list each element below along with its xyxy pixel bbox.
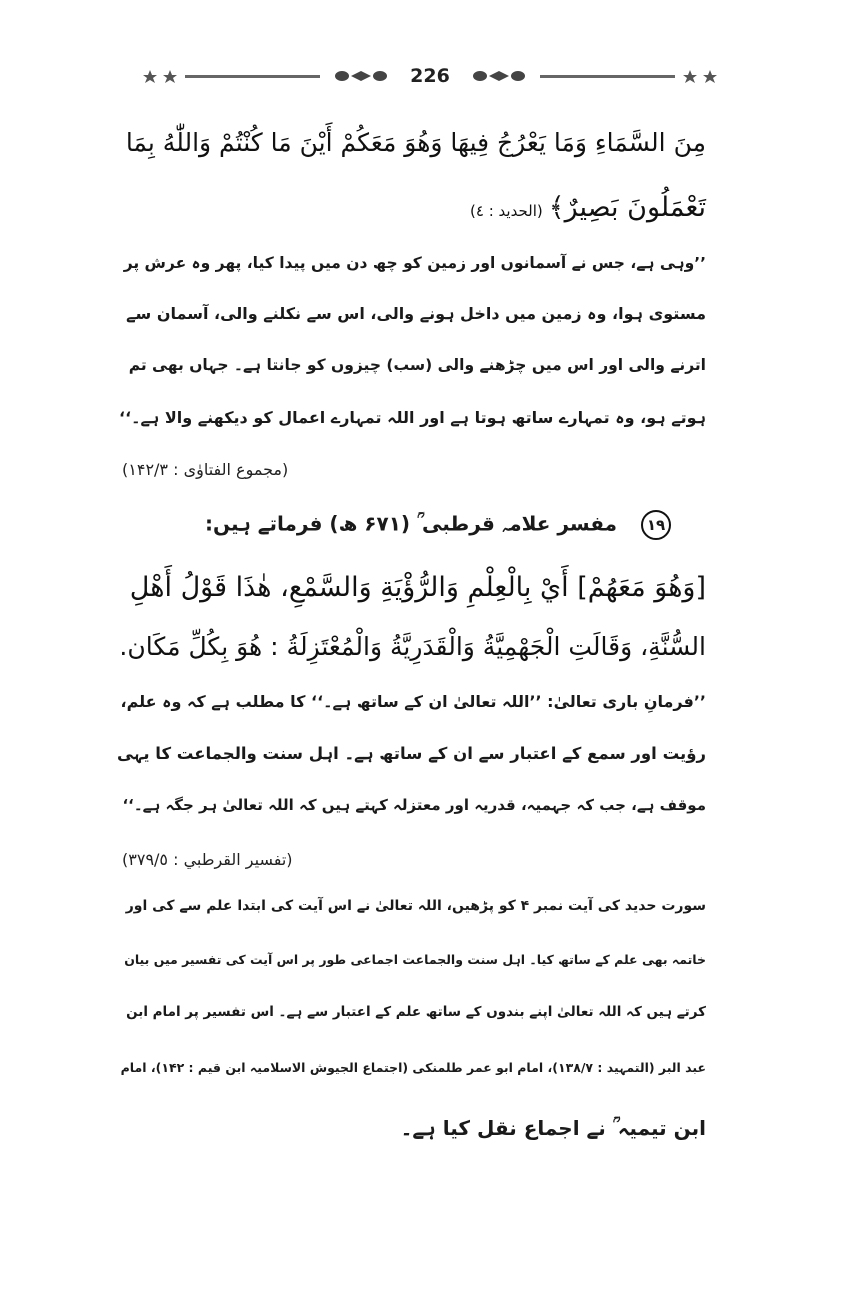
translation2-line-1: ’’فرمانِ باری تعالیٰ: ’’اللہ تعالیٰ ان کے ساتھ ہے۔‘‘ کا مطلب ہے کہ وہ علم، [120,692,706,711]
quran-verse-line-2-text: تَعْمَلُونَ بَصِيرٌ﴾ [548,192,706,223]
conclusion-line-3: کرتے ہیں کہ اللہ تعالیٰ اپنے بندوں کے ساتھ علم کے اعتبار سے ہے۔ اس تفسیر پر امام ابن [126,1004,706,1020]
qurtubi-quote-line-1: [وَهُوَ مَعَهُمْ] أَيْ بِالْعِلْمِ وَالرُّؤْيَةِ وَالسَّمْعِ، هٰذَا قَوْلُ أَهْلِ [129,572,706,603]
quran-verse-line-2 [470,192,706,223]
translation2-line-3: موقف ہے، جب کہ جہمیہ، قدریہ اور معتزلہ کہتے ہیں کہ اللہ تعالیٰ ہر جگہ ہے۔‘‘ [122,796,706,814]
quran-verse-line-1: مِنَ السَّمَاءِ وَمَا يَعْرُجُ فِيهَا وَهُوَ مَعَكُمْ أَيْنَ مَا كُنْتُمْ وَاللّٰهُ بِمَا [125,128,706,157]
translation1-line-1: ’’وہی ہے، جس نے آسمانوں اور زمین کو چھ دن میں پیدا کیا، پھر وہ عرش پر [123,254,706,272]
conclusion-line-4: عبد البر (التمہید : ۱۳۸/۷)، امام ابو عمر طلمنکی (اجتماع الجیوش الاسلامیہ ابن قیم : ۱۴۲)، امام [120,1060,706,1075]
conclusion-line-5: ابن تیمیہ ؒ نے اجماع نقل کیا ہے۔ [400,1116,706,1140]
translation1-line-3: اترنے والی اور اس میں چڑھنے والی (سب) چیزوں کو جانتا ہے۔ جہاں بھی تم [128,356,706,374]
item-number-badge: ۱۹ [641,510,671,540]
quran-verse-reference: (الحديد : ٤) [470,202,543,220]
translation2-reference: (تفسير القرطبي : ٣٧٩/٥) [122,850,293,869]
conclusion-line-1: سورت حدید کی آیت نمبر ۴ کو پڑھیں، اللہ تعالیٰ نے اس آیت کی ابتدا علم سے کی اور [125,898,706,914]
translation1-line-2: مستوی ہوا، وہ زمین میں داخل ہونے والی، اس سے نکلنے والی، آسمان سے [126,304,706,323]
scholar-heading-text: مفسر علامہ قرطبی ؒ (۶۷۱ ھ) فرماتے ہیں: [204,511,617,536]
translation1-reference: (مجموع الفتاوٰی : ۱۴۲/۳) [122,460,289,479]
translation2-line-2: رؤیت اور سمع کے اعتبار سے ان کے ساتھ ہے۔ اہل سنت والجماعت کا یہی [116,744,706,763]
translation1-line-4: ہوتے ہو، وہ تمہارے ساتھ ہوتا ہے اور اللہ تمہارے اعمال کو دیکھنے والا ہے۔‘‘ [118,408,706,427]
qurtubi-quote-line-2: السُّنَّةِ، وَقَالَتِ الْجَهْمِيَّةُ وَالْقَدَرِيَّةُ وَالْمُعْتَزِلَةُ : هُوَ بِكُلِّ مَكَان. [119,632,706,661]
page-number: 226 [410,65,450,87]
scholar-heading [205,510,671,540]
conclusion-line-2: خاتمہ بھی علم کے ساتھ کیا۔ اہل سنت والجماعت اجماعی طور پر اس آیت کی تفسیر میں بیان [124,952,706,967]
page-header [135,62,725,92]
